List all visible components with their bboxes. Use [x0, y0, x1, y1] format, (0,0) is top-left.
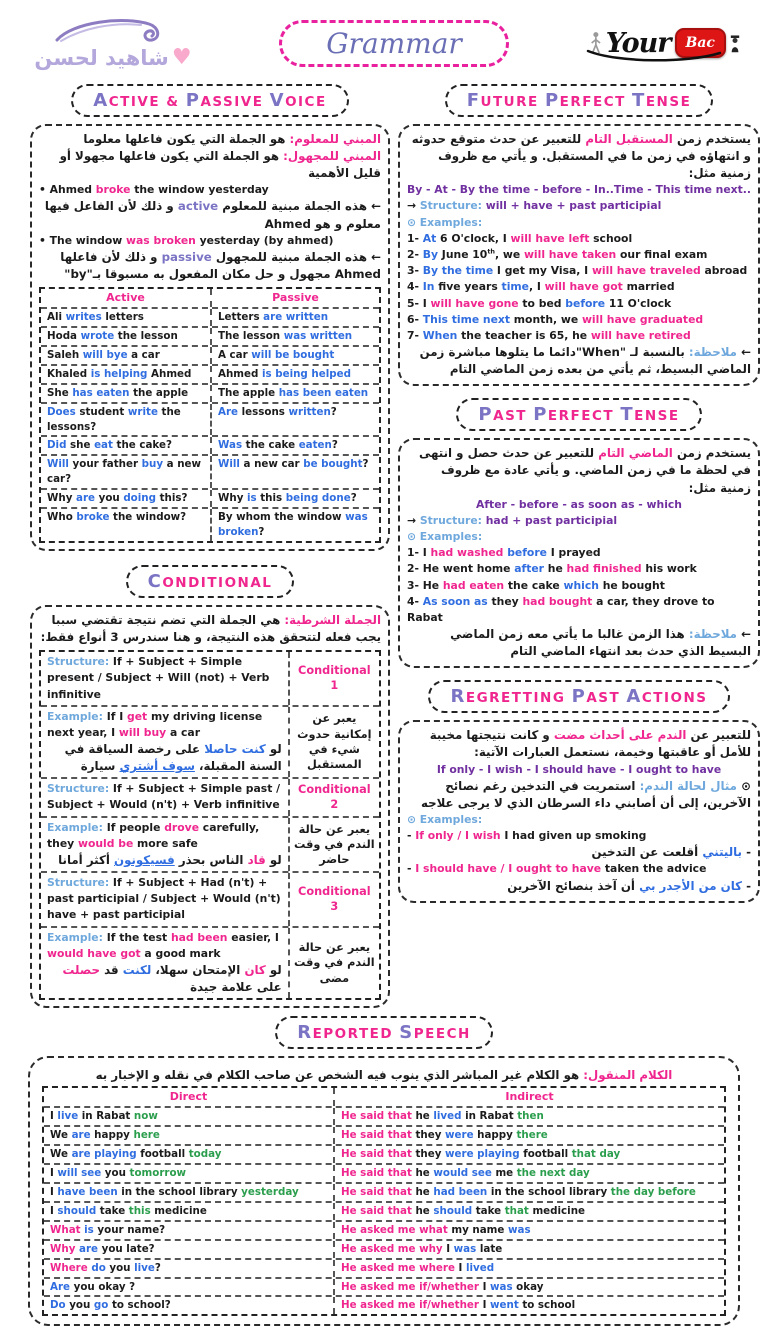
- text-line: Structure: If + Subject + Simple past / Subject + Would (n't) + Verb infinitive: [47, 782, 281, 812]
- text-line: 1- I had washed before I prayed: [407, 546, 601, 560]
- text-line: ← ملاحظة: هذا الزمن غالبا ما يأتي معه زمن الماضي البسيط الذي حدث بعد انتهاء الماضي التام: [450, 627, 751, 659]
- conditional-structure-cell: [41, 928, 288, 999]
- section-title-regretting: REGRETTING PAST ACTIONS: [428, 680, 729, 713]
- table-row: [41, 507, 379, 541]
- top-bar: [0, 6, 768, 78]
- passive-cell: Ahmed is being helped: [210, 366, 379, 383]
- table-row: [41, 307, 379, 326]
- conditional-row: [41, 777, 379, 815]
- table-row: [44, 1258, 724, 1277]
- logo-left-text: شاهيد لحسن: [34, 46, 169, 70]
- passive-cell: Letters are written: [210, 309, 379, 326]
- indirect-cell: He asked me where I lived: [333, 1260, 724, 1277]
- text-line: 4- In five years time, I will have got married: [407, 280, 675, 294]
- direct-cell: Where do you live?: [50, 1261, 161, 1274]
- text-line: Structure: If + Subject + Simple present / Subject + Will (not) + Verb infinitive: [47, 655, 270, 701]
- past-perfect-box: [398, 438, 760, 668]
- table-row: [41, 383, 379, 402]
- text-line: ⊙ Examples:: [407, 530, 483, 543]
- text-line: → Structure: will + have + past participial: [407, 199, 662, 213]
- conditional-row: [41, 926, 379, 999]
- text-line: Example: If the test had been easier, I would have got a good mark: [47, 930, 279, 960]
- active-cell: Khaled is helping Ahmed: [47, 367, 192, 380]
- direct-cell: We are playing football today: [50, 1148, 222, 1161]
- text-line: 7- When the teacher is 65, he will have retired: [407, 328, 691, 342]
- section-title-active-passive: ACTIVE & PASSIVE VOICE: [71, 84, 348, 117]
- table-header-row: [41, 289, 379, 307]
- passive-cell: By whom the window was broken?: [210, 509, 379, 541]
- yourbac-logo: [590, 28, 740, 59]
- logo-your-text: Your: [605, 27, 671, 59]
- text-line: لو كنت حاصلا على رخصة السياقة في السنة المقبلة، سوف أشتري سيارة: [64, 742, 282, 774]
- active-passive-box: [30, 124, 390, 551]
- passive-cell: A car will be bought: [210, 347, 379, 364]
- reported-intro: الكلام المنقول: هو الكلام غير المباشر الذي ينوب فيه الشخص عن صاحب الكلام في نقله و الإخبار به: [95, 1068, 673, 1083]
- indirect-cell: He said that he would see me the next day: [333, 1165, 724, 1182]
- direct-cell: Are you okay ?: [50, 1280, 136, 1293]
- table-row: [44, 1125, 724, 1144]
- active-cell: Does student write the lessons?: [47, 405, 181, 433]
- indirect-column-header: Indirect: [333, 1088, 724, 1106]
- direct-cell: We are happy here: [50, 1129, 160, 1142]
- direct-cell: I will see you tomorrow: [50, 1167, 187, 1180]
- direct-cell: Why are you late?: [50, 1242, 155, 1255]
- logo-bac-badge: Bac: [675, 28, 726, 58]
- conditional-structure-cell: [41, 818, 288, 871]
- conditional-box: [30, 605, 390, 1008]
- text-line: ⊙ مثال لحالة الندم: استمريت في التدخين رغم نصائح الآخرين، إلى أن أصابني داء السرطان الذي لا يرجى علاجه: [420, 778, 751, 810]
- text-line: - If only / I wish I had given up smoking: [407, 829, 647, 843]
- text-line: ⊙ Examples:: [407, 812, 483, 826]
- text-line: 3- By the time I get my Visa, I will have traveled abroad: [407, 264, 748, 278]
- active-column-header: Active: [106, 291, 145, 305]
- conditional-label-cell: Conditional 3: [288, 873, 379, 926]
- reported-speech-section: [0, 1016, 768, 1326]
- active-cell: Ali writes letters: [47, 310, 144, 323]
- text-line: - كان من الأجدر بي أن آخذ بنصائح الآخرين: [507, 878, 751, 893]
- indirect-cell: He said that he should take that medicine: [333, 1203, 724, 1220]
- passive-cell: The lesson was written: [210, 328, 379, 345]
- passive-column-header: Passive: [210, 289, 379, 307]
- text-line: 6- This time next month, we will have graduated: [407, 312, 704, 326]
- indirect-cell: He asked me what my name was: [333, 1222, 724, 1239]
- text-line: ⊙ Examples:: [407, 215, 483, 229]
- text-line: يستخدم زمن الماضي التام للتعبير عن حدث حصل و انتهى في لحظة ما في زمن الماضي. و يأتي عادة مع ظروف زمنية مثل:: [419, 446, 751, 495]
- graduate-figure-icon: [730, 32, 740, 54]
- text-line: 2- By June 10th, we will have taken our final exam: [407, 247, 708, 262]
- table-row: [44, 1220, 724, 1239]
- table-row: [41, 402, 379, 436]
- text-line: 5- I will have gone to bed before 11 O'clock: [407, 296, 672, 310]
- text-line: لو قاد الناس بحذر فسيكونون أكثر أمانا: [58, 853, 282, 868]
- table-row: [44, 1239, 724, 1258]
- active-cell: Saleh will bye a car: [47, 348, 160, 361]
- chahid-lahcen-logo: [28, 16, 198, 70]
- conditional-row: [41, 816, 379, 871]
- conditional-row: [41, 705, 379, 778]
- text-line: - باليتني أقلعت عن التدخين: [591, 845, 751, 860]
- table-row: [44, 1163, 724, 1182]
- conditional-label-cell: يعبر عن حالة الندم في وقت حاضر: [288, 818, 379, 871]
- table-row: [44, 1106, 724, 1125]
- active-cell: Hoda wrote the lesson: [47, 329, 178, 342]
- future-perfect-box: [398, 124, 760, 386]
- table-row: [41, 364, 379, 383]
- table-row: [44, 1295, 724, 1314]
- text-line: المبني للمجهول: هو الجملة التي يكون فاعلها مجهولا أو قليل الأهمية: [59, 149, 381, 181]
- text-line: ← هذه الجملة مبنية للمعلوم active و ذلك لأن الفاعل فيها معلوم و هو Ahmed: [44, 199, 381, 231]
- active-cell: Did she eat the cake?: [47, 439, 172, 452]
- swirl-icon: [53, 16, 173, 46]
- conditional-label-cell: يعبر عن حالة الندم في وقت مضى: [288, 928, 379, 999]
- text-line: Example: If I get my driving license next year, I will buy a car: [47, 709, 263, 739]
- conditional-table: [39, 650, 381, 1000]
- table-row: [41, 435, 379, 454]
- conditional-row: [41, 871, 379, 926]
- indirect-cell: He asked me why I was late: [333, 1241, 724, 1258]
- text-line: للتعبير عن الندم على أحداث مضت و كانت نتيجتها مخيبة للأمل أو عاقبتها وخيمة، نستعمل العبارات الآتية:: [429, 728, 751, 760]
- table-row: [41, 454, 379, 488]
- conditional-row: [41, 652, 379, 705]
- page-title-text: Grammar: [326, 26, 462, 60]
- active-cell: Who broke the window?: [47, 511, 187, 524]
- table-row: [41, 488, 379, 507]
- swoosh-underline: [584, 49, 724, 63]
- passive-cell: Was the cake eaten?: [210, 437, 379, 454]
- active-cell: Why are you doing this?: [47, 492, 188, 505]
- passive-cell: Why is this being done?: [210, 490, 379, 507]
- active-passive-table: [39, 287, 381, 543]
- page-title: [279, 20, 509, 67]
- heart-icon: ♥: [171, 45, 192, 70]
- conditional-label-cell: يعبر عن إمكانية حدوث شيء في المستقبل: [288, 707, 379, 778]
- table-row: [41, 326, 379, 345]
- reported-speech-table: [42, 1086, 726, 1316]
- text-line: 3- He had eaten the cake which he bought: [407, 578, 665, 592]
- text-line: Structure: If + Subject + Had (n't) + past participial / Subject + Would (n't) have + past participial: [47, 876, 281, 922]
- section-title-conditional: CONDITIONAL: [126, 565, 295, 598]
- text-line: - I should have / I ought to have taken the advice: [407, 862, 707, 876]
- left-column: [30, 78, 390, 1008]
- table-header-row: [44, 1088, 724, 1106]
- text-line: • Ahmed broke the window yesterday: [39, 183, 269, 197]
- text-line: By - At - By the time - before - In..Time - This time next..: [407, 183, 751, 197]
- table-row: [44, 1144, 724, 1163]
- text-line: 1- At 6 O'clock, I will have left school: [407, 231, 633, 245]
- text-line: After - before - as soon as - which: [475, 497, 682, 511]
- right-column: [398, 78, 760, 903]
- text-line: → Structure: had + past participial: [407, 513, 618, 527]
- direct-column-header: Direct: [169, 1090, 208, 1104]
- indirect-cell: He asked me if/whether I went to school: [333, 1297, 724, 1314]
- indirect-cell: He said that they were happy there: [333, 1127, 724, 1144]
- passive-cell: The apple has been eaten: [210, 385, 379, 402]
- direct-cell: I live in Rabat now: [50, 1110, 158, 1123]
- direct-cell: What is your name?: [50, 1223, 166, 1236]
- text-line: • The window was broken yesterday (by ahmed): [39, 233, 334, 247]
- text-line: يستخدم زمن المستقبل التام للتعبير عن حدث متوقع حدوثه و انتهاؤه في زمن ما في المستقبل. و يأتي مع ظروف زمنية مثل:: [411, 132, 751, 181]
- table-row: [44, 1182, 724, 1201]
- section-title-future-perfect: FUTURE PERFECT TENSE: [445, 84, 714, 117]
- reported-speech-box: [28, 1056, 740, 1326]
- text-line: 2- He went home after he had finished his work: [407, 562, 697, 576]
- passive-cell: Are lessons written?: [210, 404, 379, 436]
- table-row: [41, 345, 379, 364]
- text-line: ← ملاحظة: بالنسبة لـ "When"دائما ما يتلوها مباشرة زمن الماضي البسيط، ثم يأتي من بعده زمن الماضي التام: [419, 345, 751, 377]
- text-line: ← هذه الجملة مبنية للمجهول passive و ذلك لأن فاعلها Ahmed مجهول و حل مكان المفعول به مسبوقا بـ"by": [60, 249, 381, 281]
- conditional-intro: [39, 612, 381, 646]
- direct-cell: I should take this medicine: [50, 1204, 207, 1217]
- direct-cell: I have been in the school library yesterday: [50, 1185, 299, 1198]
- text-line: 4- As soon as they had bought a car, they drove to Rabat: [407, 594, 715, 624]
- active-cell: Will your father buy a new car?: [47, 458, 202, 486]
- conditional-structure-cell: [41, 873, 288, 926]
- conditional-structure-cell: [41, 707, 288, 778]
- indirect-cell: He said that he lived in Rabat then: [333, 1108, 724, 1125]
- indirect-cell: He asked me if/whether I was okay: [333, 1279, 724, 1296]
- text-line: If only - I wish - I should have - I ought to have: [436, 762, 722, 776]
- conditional-label-cell: Conditional 1: [288, 652, 379, 705]
- indirect-cell: He said that they were playing football that day: [333, 1146, 724, 1163]
- table-row: [44, 1277, 724, 1296]
- conditional-structure-cell: [41, 652, 288, 705]
- active-passive-intro: [39, 131, 381, 283]
- indirect-cell: He said that he had been in the school library the day before: [333, 1184, 724, 1201]
- active-cell: She has eaten the apple: [47, 386, 189, 399]
- text-line: المبني للمعلوم: هو الجملة التي يكون فاعلها معلوما: [83, 132, 381, 146]
- text-line: Example: If people drove carefully, they would be more safe: [47, 820, 260, 850]
- regretting-box: [398, 720, 760, 902]
- text-line: الجملة الشرطية: هي الجملة التي تضم نتيجة تقتضي سببا يجب فعله لتتحقق هذه النتيجة، و هنا سندرس 3 أنواع فقط:: [40, 612, 381, 645]
- table-row: [44, 1201, 724, 1220]
- conditional-label-cell: Conditional 2: [288, 779, 379, 815]
- section-title-past-perfect: PAST PERFECT TENSE: [456, 398, 701, 431]
- direct-cell: Do you go to school?: [50, 1299, 171, 1312]
- passive-cell: Will a new car be bought?: [210, 456, 379, 488]
- section-title-reported-speech: REPORTED SPEECH: [275, 1016, 493, 1049]
- conditional-structure-cell: [41, 779, 288, 815]
- text-line: لو كان الإمتحان سهلا، لكنت قد حصلت على علامة جيدة: [62, 963, 282, 995]
